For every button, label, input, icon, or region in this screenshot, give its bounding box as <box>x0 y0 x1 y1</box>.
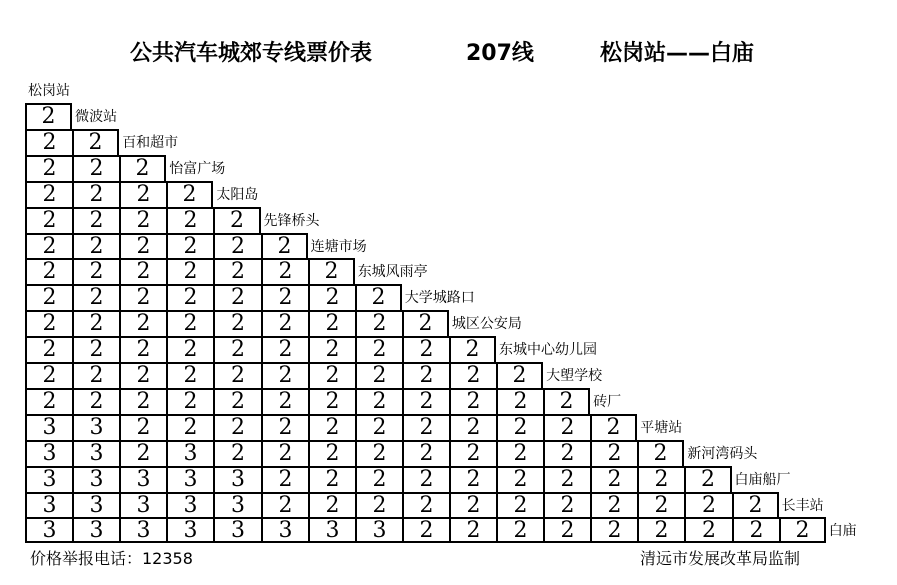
fare-cell: 2 <box>590 517 637 543</box>
fare-cell: 2 <box>72 129 119 155</box>
fare-cell: 2 <box>496 414 543 440</box>
fare-cell: 3 <box>72 517 119 543</box>
fare-cell: 2 <box>166 258 213 284</box>
fare-cell: 2 <box>355 414 402 440</box>
fare-cell: 2 <box>119 336 166 362</box>
fare-cell: 2 <box>355 466 402 492</box>
station-label: 大学城路口 <box>404 290 475 307</box>
fare-cell: 3 <box>166 466 213 492</box>
page-title: 公共汽车城郊专线票价表 <box>130 41 373 66</box>
fare-cell: 3 <box>166 492 213 517</box>
station-label: 白庙船厂 <box>734 471 791 488</box>
station-label: 微波站 <box>75 109 118 125</box>
fare-cell: 2 <box>261 284 308 310</box>
fare-cell: 2 <box>684 517 732 543</box>
station-label: 白庙 <box>828 523 857 540</box>
station-label: 先锋桥头 <box>263 212 320 229</box>
station-label: 百和超市 <box>122 134 179 151</box>
fare-cell: 2 <box>25 181 72 207</box>
fare-cell: 2 <box>449 414 496 440</box>
fare-cell: 2 <box>166 207 213 233</box>
route-name: 松岗站——白庙 <box>600 41 755 66</box>
fare-cell: 2 <box>25 207 72 233</box>
station-label: 新河湾码头 <box>687 445 758 462</box>
fare-cell: 2 <box>72 284 119 310</box>
fare-cell: 2 <box>261 258 308 284</box>
fare-cell: 2 <box>25 310 72 336</box>
fare-cell: 3 <box>261 517 308 543</box>
fare-cell: 3 <box>166 517 213 543</box>
fare-cell: 2 <box>308 336 355 362</box>
fare-cell: 2 <box>25 155 72 181</box>
fare-cell: 2 <box>496 517 543 543</box>
fare-cell: 3 <box>213 466 261 492</box>
fare-cell: 2 <box>213 284 261 310</box>
station-label: 大塱学校 <box>546 368 603 384</box>
fare-cell: 2 <box>449 336 496 362</box>
fare-cell: 2 <box>402 517 449 543</box>
fare-cell: 2 <box>637 440 684 466</box>
fare-cell: 2 <box>308 362 355 388</box>
fare-cell: 2 <box>25 336 72 362</box>
station-label: 长丰站 <box>781 497 824 514</box>
fare-cell: 2 <box>449 466 496 492</box>
station-label: 东城中心幼儿园 <box>499 342 597 359</box>
fare-cell: 2 <box>166 388 213 414</box>
fare-cell: 2 <box>637 517 684 543</box>
fare-cell: 2 <box>119 233 166 258</box>
fare-cell: 2 <box>308 284 355 310</box>
fare-cell: 2 <box>543 517 590 543</box>
fare-cell: 2 <box>261 310 308 336</box>
fare-cell: 2 <box>355 388 402 414</box>
fare-cell: 2 <box>732 492 779 517</box>
fare-cell: 2 <box>402 414 449 440</box>
station-label: 城区公安局 <box>451 316 522 333</box>
fare-cell: 2 <box>496 466 543 492</box>
fare-cell: 2 <box>119 310 166 336</box>
fare-cell: 2 <box>25 258 72 284</box>
fare-cell: 2 <box>402 336 449 362</box>
fare-cell: 2 <box>402 388 449 414</box>
fare-cell: 3 <box>25 492 72 517</box>
fare-cell: 3 <box>72 492 119 517</box>
fare-cell: 2 <box>308 466 355 492</box>
fare-cell: 2 <box>261 466 308 492</box>
fare-cell: 2 <box>72 362 119 388</box>
fare-cell: 2 <box>543 388 590 414</box>
fare-cell: 2 <box>543 440 590 466</box>
fare-cell: 3 <box>25 414 72 440</box>
fare-cell: 2 <box>496 440 543 466</box>
fare-cell: 2 <box>261 336 308 362</box>
fare-cell: 2 <box>261 414 308 440</box>
issuing-authority: 清远市发展改革局监制 <box>640 549 801 568</box>
fare-cell: 2 <box>25 362 72 388</box>
fare-cell: 2 <box>213 233 261 258</box>
fare-cell: 2 <box>402 362 449 388</box>
fare-cell: 2 <box>25 388 72 414</box>
fare-cell: 2 <box>25 129 72 155</box>
fare-cell: 2 <box>261 492 308 517</box>
fare-cell: 2 <box>732 517 779 543</box>
fare-cell: 2 <box>779 517 826 543</box>
fare-cell: 2 <box>213 440 261 466</box>
fare-cell: 3 <box>166 440 213 466</box>
fare-cell: 3 <box>213 492 261 517</box>
fare-cell: 2 <box>449 362 496 388</box>
fare-cell: 2 <box>543 414 590 440</box>
fare-cell: 2 <box>308 492 355 517</box>
fare-cell: 2 <box>355 362 402 388</box>
fare-cell: 2 <box>166 362 213 388</box>
fare-cell: 2 <box>261 388 308 414</box>
fare-cell: 2 <box>402 440 449 466</box>
fare-cell: 2 <box>684 492 732 517</box>
fare-cell: 2 <box>402 492 449 517</box>
fare-cell: 2 <box>119 440 166 466</box>
fare-cell: 3 <box>119 492 166 517</box>
station-label: 怡富广场 <box>169 160 226 177</box>
fare-cell: 2 <box>166 181 213 207</box>
fare-cell: 2 <box>213 414 261 440</box>
fare-cell: 3 <box>72 414 119 440</box>
fare-cell: 2 <box>590 414 637 440</box>
station-label: 砖厂 <box>593 393 622 410</box>
fare-cell: 2 <box>166 233 213 258</box>
fare-cell: 2 <box>213 336 261 362</box>
fare-cell: 2 <box>166 336 213 362</box>
fare-cell: 2 <box>72 181 119 207</box>
fare-cell: 2 <box>543 492 590 517</box>
fare-cell: 2 <box>72 336 119 362</box>
fare-cell: 2 <box>637 466 684 492</box>
fare-cell: 2 <box>25 233 72 258</box>
fare-cell: 2 <box>402 310 449 336</box>
fare-cell: 2 <box>449 388 496 414</box>
fare-cell: 2 <box>72 258 119 284</box>
fare-cell: 2 <box>119 388 166 414</box>
fare-cell: 2 <box>496 362 543 388</box>
fare-cell: 2 <box>119 258 166 284</box>
fare-cell: 2 <box>213 207 261 233</box>
fare-cell: 3 <box>25 517 72 543</box>
fare-cell: 2 <box>72 233 119 258</box>
fare-cell: 2 <box>213 258 261 284</box>
fare-cell: 2 <box>590 492 637 517</box>
fare-cell: 2 <box>684 466 732 492</box>
fare-cell: 2 <box>72 388 119 414</box>
line-number: 207线 <box>466 41 534 66</box>
fare-cell: 2 <box>119 155 166 181</box>
fare-cell: 2 <box>213 310 261 336</box>
price-hotline: 价格举报电话：12358 <box>30 549 193 568</box>
fare-cell: 2 <box>119 362 166 388</box>
station-label: 平塘站 <box>640 419 683 436</box>
fare-cell: 2 <box>496 492 543 517</box>
station-label: 连塘市场 <box>310 238 367 255</box>
fare-cell: 2 <box>119 284 166 310</box>
fare-cell: 3 <box>72 466 119 492</box>
fare-cell: 3 <box>72 440 119 466</box>
fare-cell: 3 <box>308 517 355 543</box>
fare-cell: 2 <box>543 466 590 492</box>
fare-cell: 2 <box>590 466 637 492</box>
fare-cell: 2 <box>590 440 637 466</box>
fare-cell: 2 <box>213 388 261 414</box>
fare-cell: 2 <box>72 207 119 233</box>
fare-cell: 2 <box>261 233 308 258</box>
fare-cell: 2 <box>355 310 402 336</box>
fare-cell: 2 <box>25 103 72 129</box>
fare-cell: 2 <box>637 492 684 517</box>
fare-cell: 2 <box>308 440 355 466</box>
fare-cell: 2 <box>308 388 355 414</box>
fare-cell: 2 <box>25 284 72 310</box>
station-label: 东城风雨亭 <box>357 264 428 281</box>
fare-cell: 2 <box>355 284 402 310</box>
fare-cell: 2 <box>449 492 496 517</box>
fare-cell: 3 <box>25 440 72 466</box>
fare-cell: 3 <box>25 466 72 492</box>
fare-cell: 2 <box>119 181 166 207</box>
fare-cell: 2 <box>166 284 213 310</box>
fare-cell: 3 <box>119 517 166 543</box>
fare-cell: 2 <box>166 310 213 336</box>
fare-cell: 2 <box>355 336 402 362</box>
fare-cell: 3 <box>119 466 166 492</box>
fare-cell: 2 <box>449 440 496 466</box>
fare-cell: 2 <box>308 414 355 440</box>
fare-cell: 2 <box>496 388 543 414</box>
fare-cell: 2 <box>72 310 119 336</box>
station-label: 太阳岛 <box>216 186 259 203</box>
fare-cell: 2 <box>72 155 119 181</box>
fare-cell: 2 <box>449 517 496 543</box>
fare-cell: 2 <box>261 362 308 388</box>
fare-cell: 3 <box>355 517 402 543</box>
fare-cell: 2 <box>402 466 449 492</box>
fare-cell: 2 <box>308 258 355 284</box>
fare-cell: 2 <box>355 492 402 517</box>
fare-cell: 2 <box>213 362 261 388</box>
fare-cell: 2 <box>308 310 355 336</box>
fare-cell: 2 <box>119 207 166 233</box>
fare-cell: 2 <box>119 414 166 440</box>
fare-cell: 3 <box>213 517 261 543</box>
station-label: 松岗站 <box>28 83 70 100</box>
fare-cell: 2 <box>355 440 402 466</box>
fare-cell: 2 <box>166 414 213 440</box>
fare-cell: 2 <box>261 440 308 466</box>
